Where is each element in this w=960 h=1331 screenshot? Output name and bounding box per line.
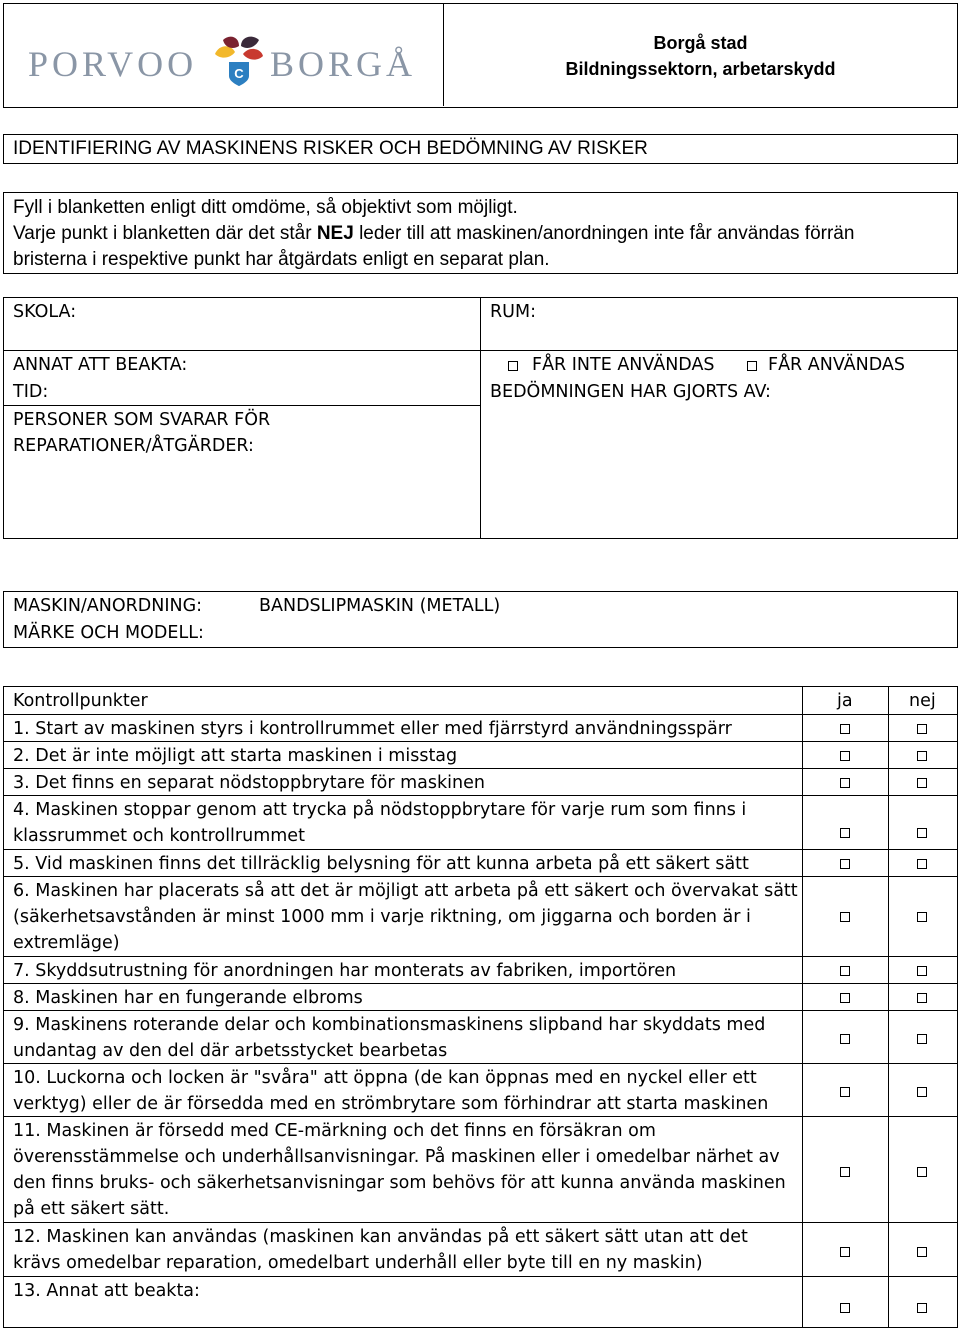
- tid-label: TID:: [13, 382, 49, 402]
- ja-column-header: ja: [837, 691, 853, 711]
- checklist-item-text: 6. Maskinen har placerats så att det är möjligt att arbeta på ett säkert och övervakat sätt (säkerhetsavstånden är minst 1000 mm i varje riktning, om jiggarna och borden är i extremläge): [13, 881, 798, 953]
- ja-checkbox[interactable]: [840, 1087, 850, 1097]
- instruction-line-3: bristerna i respektive punkt har åtgärdats enligt en separat plan.: [13, 249, 550, 270]
- nej-checkbox[interactable]: [917, 993, 927, 1003]
- ja-checkbox[interactable]: [840, 1034, 850, 1044]
- logo-text-borga: BORGÅ: [270, 44, 417, 84]
- nej-checkbox[interactable]: [917, 1167, 927, 1177]
- far-anvandas-label: FÅR ANVÄNDAS: [768, 355, 905, 375]
- instruction-line-2: [13, 221, 953, 247]
- checklist-row: [4, 1277, 957, 1326]
- instruction-nej-emphasis: NEJ: [316, 223, 354, 244]
- logo-cell: [4, 4, 444, 106]
- checklist-item-text: 4. Maskinen stoppar genom att trycka på nödstoppbrytare för varje rum som finns i klassrummet och kontrollrummet: [13, 800, 747, 846]
- machine-value: BANDSLIPMASKIN (METALL): [259, 596, 501, 616]
- info-divider: [4, 405, 480, 406]
- checklist-item-text: 11. Maskinen är försedd med CE-märkning och det finns en försäkran om överensstämmelse och underhållsanvisningar. På maskinen eller i omedelbar närhet av den finns bruks- och säkerhetsanvisningar som behövs för att kunna använda maskinen på ett säkert sätt.: [13, 1121, 786, 1219]
- nej-checkbox[interactable]: [917, 724, 927, 734]
- ja-checkbox[interactable]: [840, 828, 850, 838]
- instructions-text: [13, 195, 953, 273]
- ja-checkbox[interactable]: [840, 1247, 850, 1257]
- form-title: IDENTIFIERING AV MASKINENS RISKER OCH BEDÖMNING AV RISKER: [13, 138, 648, 159]
- personer-label-line-2: REPARATIONER/ÅTGÄRDER:: [13, 436, 254, 456]
- checklist-row: [4, 1064, 957, 1117]
- checklist-item-text: 9. Maskinens roterande delar och kombinationsmaskinens slipband har skyddats med undantag av den del där arbetsstycket bearbetas: [13, 1015, 766, 1061]
- checklist-header-label: Kontrollpunkter: [13, 691, 148, 711]
- checklist-item-text: 5. Vid maskinen finns det tillräcklig belysning för att kunna arbeta på ett säkert sätt: [13, 854, 749, 874]
- checklist-item-text: 8. Maskinen har en fungerande elbroms: [13, 988, 363, 1008]
- nej-checkbox[interactable]: [917, 1247, 927, 1257]
- checklist-row: [4, 1117, 957, 1223]
- nej-checkbox[interactable]: [917, 828, 927, 838]
- instructions-box: [3, 192, 958, 274]
- instruction-line-1: Fyll i blanketten enligt ditt omdöme, så objektivt som möjligt.: [13, 197, 518, 218]
- ja-checkbox[interactable]: [840, 1303, 850, 1313]
- personer-label-line-1: PERSONER SOM SVARAR FÖR: [13, 410, 271, 430]
- far-inte-anvandas-label: FÅR INTE ANVÄNDAS: [532, 355, 715, 375]
- organization-cell: [444, 4, 957, 106]
- nej-column-header: nej: [909, 691, 936, 711]
- far-inte-anvandas-checkbox[interactable]: [508, 361, 518, 371]
- checklist-row: [4, 715, 957, 742]
- ja-checkbox[interactable]: [840, 993, 850, 1003]
- ja-checkbox[interactable]: [840, 724, 850, 734]
- nej-checkbox[interactable]: [917, 751, 927, 761]
- svg-text:C: C: [234, 66, 244, 81]
- org-name: Borgå stad: [653, 33, 748, 53]
- checklist-row: [4, 796, 957, 850]
- checklist-item-text: 3. Det finns en separat nödstoppbrytare för maskinen: [13, 773, 485, 793]
- ja-checkbox[interactable]: [840, 912, 850, 922]
- checklist-item-text: 2. Det är inte möjligt att starta maskinen i misstag: [13, 746, 458, 766]
- ja-checkbox[interactable]: [840, 966, 850, 976]
- annat-label: ANNAT ATT BEAKTA:: [13, 355, 188, 375]
- checklist-row: [4, 877, 957, 957]
- machine-label: MASKIN/ANORDNING:: [13, 596, 203, 616]
- checklist-row: [4, 1223, 957, 1277]
- checklist-row: [4, 769, 957, 796]
- skola-label: SKOLA:: [13, 302, 77, 322]
- checklist-row: [4, 984, 957, 1011]
- checklist-row: [4, 742, 957, 769]
- nej-checkbox[interactable]: [917, 1034, 927, 1044]
- machine-box: [3, 591, 958, 648]
- checklist-item-text: 13. Annat att beakta:: [13, 1281, 200, 1301]
- far-anvandas-checkbox[interactable]: [747, 361, 757, 371]
- info-grid: [3, 297, 958, 539]
- checklist-row: [4, 957, 957, 984]
- info-column-divider: [480, 298, 481, 538]
- checklist-row: [4, 1011, 957, 1064]
- nej-checkbox[interactable]: [917, 966, 927, 976]
- ja-checkbox[interactable]: [840, 751, 850, 761]
- nej-checkbox[interactable]: [917, 1303, 927, 1313]
- document-header: [3, 3, 958, 108]
- nej-checkbox[interactable]: [917, 1087, 927, 1097]
- ja-checkbox[interactable]: [840, 778, 850, 788]
- form-title-box: [3, 134, 958, 164]
- bedomning-label: BEDÖMNINGEN HAR GJORTS AV:: [490, 382, 771, 402]
- brand-model-label: MÄRKE OCH MODELL:: [13, 623, 204, 643]
- nej-checkbox[interactable]: [917, 912, 927, 922]
- nej-checkbox[interactable]: [917, 778, 927, 788]
- checklist-item-text: 7. Skyddsutrustning för anordningen har monterats av fabriken, importören: [13, 961, 677, 981]
- checklist-item-text: 12. Maskinen kan användas (maskinen kan användas på ett säkert sätt utan att det krävs omedelbar reparation, omedelbart underhåll eller byte till en ny maskin): [13, 1227, 748, 1273]
- instruction-line-2-start: Varje punkt i blanketten där det står: [13, 223, 317, 244]
- checklist-table: [3, 686, 958, 1328]
- logo-emblem-icon: [209, 32, 269, 90]
- org-department: Bildningssektorn, arbetarskydd: [565, 59, 836, 79]
- checklist-header-row: [4, 687, 957, 715]
- instruction-line-2-end: leder till att maskinen/anordningen inte får användas förrän: [353, 223, 855, 244]
- ja-checkbox[interactable]: [840, 1167, 850, 1177]
- logo-text-porvoo: PORVOO: [28, 44, 198, 84]
- ja-checkbox[interactable]: [840, 859, 850, 869]
- checklist-item-text: 10. Luckorna och locken är "svåra" att öppna (de kan öppnas med en nyckel eller ett verktyg) eller de är försedda med en strömbrytare som förhindrar att starta maskinen: [13, 1068, 769, 1114]
- checklist-item-text: 1. Start av maskinen styrs i kontrollrummet eller med fjärrstyrd användningsspärr: [13, 719, 732, 739]
- checklist-row: [4, 850, 957, 877]
- rum-label: RUM:: [490, 302, 536, 322]
- nej-checkbox[interactable]: [917, 859, 927, 869]
